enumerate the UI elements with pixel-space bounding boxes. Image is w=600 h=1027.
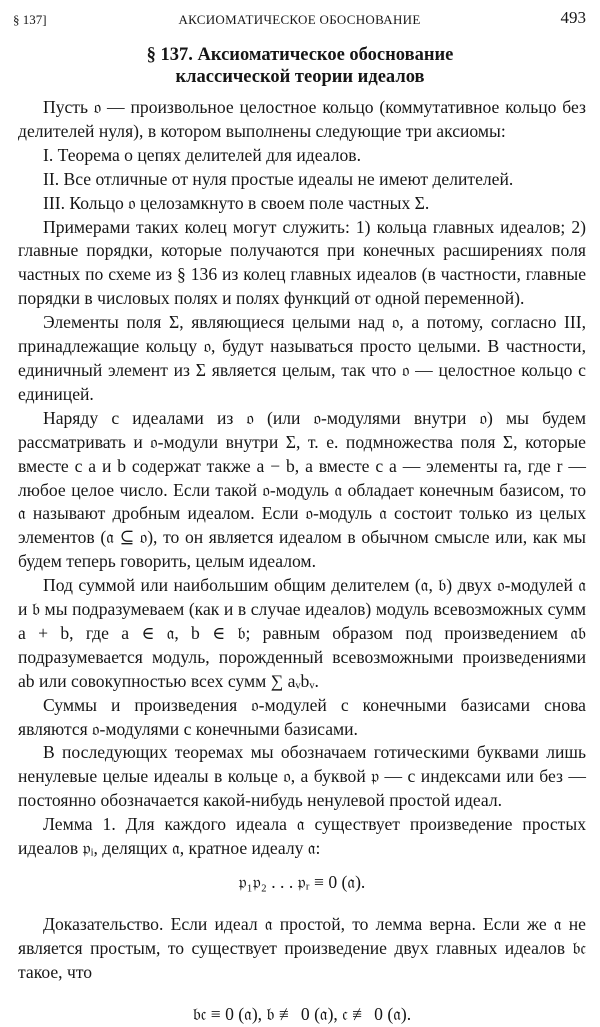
paragraph-intro: Пусть 𝔬 — произвольное целостное кольцо (коммутативное кольцо без делителей нуля), в котором выполнены следующие три аксиомы:	[18, 97, 586, 141]
section-title-line-2: классической теории идеалов	[175, 67, 425, 87]
body-text	[18, 96, 586, 1027]
paragraph-sum-product: Под суммой или наибольшим общим делителем (𝔞, 𝔟) двух 𝔬-модулей 𝔞 и 𝔟 мы подразумеваем (как и в случае идеалов) модуль всевозможных сумм a + b, где a ∈ 𝔞, b ∈ 𝔟; равным образом под произведением 𝔞𝔟 подразумевается модуль, порожденный всевозможными произведениями ab или совокупностью всех сумм ∑ aᵥbᵥ.	[18, 575, 586, 691]
axiom-2: II. Все отличные от нуля простые идеалы не имеют делителей.	[43, 168, 514, 189]
header-title: АКСИОМАТИЧЕСКОЕ ОБОСНОВАНИЕ	[178, 12, 421, 27]
running-header	[13, 8, 586, 30]
formula-lemma-1: 𝔭₁𝔭₂ . . . 𝔭ᵣ ≡ 0 (𝔞).	[238, 872, 366, 892]
paragraph-examples: Примерами таких колец могут служить: 1) кольца главных идеалов; 2) главные порядки, которые получаются при конечных расширениях поля частных по схеме из § 136 из колец главных идеалов (в частности, главные порядки в числовых полях и полях функций от одной переменной).	[18, 216, 586, 309]
paragraph-notation: В последующих теоремах мы обозначаем готическими буквами лишь ненулевые целые идеалы в кольце 𝔬, а буквой 𝔭 — с индексами или без — постоянно обозначается какой-нибудь ненулевой простой идеал.	[18, 742, 586, 811]
lemma-1: Лемма 1. Для каждого идеала 𝔞 существует произведение простых идеалов 𝔭ᵢ, делящих 𝔞, кратное идеалу 𝔞:	[18, 814, 586, 859]
formula-proof: 𝔟𝔠 ≡ 0 (𝔞), 𝔟 ≢ 0 (𝔞), 𝔠 ≢ 0 (𝔞).	[192, 1003, 412, 1024]
axiom-1: I. Теорема о цепях делителей для идеалов.	[43, 144, 362, 165]
section-title-line-1: § 137. Аксиоматическое обоснование	[146, 45, 454, 65]
axiom-3: III. Кольцо 𝔬 целозамкнуто в своем поле частных Σ.	[43, 192, 430, 213]
paragraph-elements: Элементы поля Σ, являющиеся целыми над 𝔬, а потому, согласно III, принадлежащие кольцу 𝔬, будут называться просто целыми. В частности, единичный элемент из Σ является целым, так что 𝔬 — целостное кольцо с единицей.	[18, 312, 586, 404]
paragraph-finite-basis: Суммы и произведения 𝔬-модулей с конечными базисами снова являются 𝔬-модулями с конечными базисами.	[18, 694, 586, 739]
page-number: 493	[560, 8, 586, 27]
header-section-ref: § 137]	[13, 12, 47, 27]
section-title	[0, 44, 600, 88]
paragraph-modules: Наряду с идеалами из 𝔬 (или 𝔬-модулями внутри 𝔬) мы будем рассматривать и 𝔬-модули внутри Σ, т. е. подмножества поля Σ, которые вместе с a и b содержат также a − b, а вместе с a — элементы ra, где r — любое целое число. Если такой 𝔬-модуль 𝔞 обладает конечным базисом, то 𝔞 называют дробным идеалом. Если 𝔬-модуль 𝔞 состоит только из целых элементов (𝔞 ⊆ 𝔬), то он является идеалом в обычном смысле или, как мы будем теперь говорить, целым идеалом.	[18, 407, 586, 572]
proof-paragraph: Доказательство. Если идеал 𝔞 простой, то лемма верна. Если же 𝔞 не является простым, то существует произведение двух главных идеалов 𝔟𝔠 такое, что	[18, 913, 586, 982]
